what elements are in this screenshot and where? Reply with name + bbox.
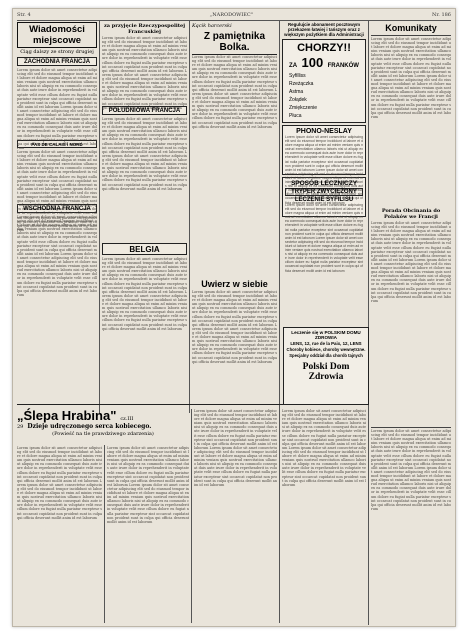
- header-right: Nr. 186: [432, 12, 451, 18]
- slepa-heading: [17, 408, 189, 442]
- section-wschodnia: WSCHODNIA FRANCJA: [17, 204, 97, 213]
- body-text: [371, 429, 451, 622]
- header-center: „NARODOWIEC": [209, 12, 254, 18]
- chorzy-row: Płuca: [289, 113, 302, 119]
- chorzy-row: Rzeżączka: [289, 81, 314, 87]
- slepa-suffix: cz.III: [120, 416, 134, 422]
- body-text: [17, 446, 102, 622]
- section-belgia: BELGIA: [102, 243, 187, 255]
- pdz-city: LENS, 12, rue de la Paix, 12, LENS: [290, 341, 362, 346]
- chorzy-row: Zmiękczenie: [289, 105, 318, 111]
- section-poludniowa: POŁUDNIOWA FRANCJA: [102, 106, 187, 115]
- chorzy-row: Żołądek: [289, 97, 307, 103]
- section-pas-de-calais: PAS DE CALAIS i NORD: [17, 140, 97, 148]
- newspaper-page: [12, 8, 456, 627]
- body-text: [192, 290, 277, 376]
- chorzy-za: ZA: [289, 63, 298, 69]
- feuilleton-col-1: [17, 446, 102, 622]
- column-rule: [191, 409, 192, 623]
- slepa-sub1: Dzieje udręczonego serca kobiecego.: [27, 423, 152, 430]
- column-rule: [189, 21, 190, 413]
- body-text: [17, 215, 97, 405]
- wiadomosci-subtitle: Ciąg dalszy ze strony drugiej: [20, 49, 94, 55]
- chorzy-currency: FRANKÓW: [327, 63, 359, 69]
- body-text: [107, 446, 189, 622]
- phono-title: PHONO-NESLAY: [296, 128, 352, 135]
- body-text: [102, 36, 187, 104]
- pdz-top: Leczenie się w POLSKIM DOMU ZDROWIA: [291, 330, 361, 340]
- column-2: [102, 22, 187, 412]
- notice-text: za przyjęcie Rzeczypospolitej Francuskiej: [103, 23, 186, 35]
- page-header: [17, 12, 451, 21]
- header-left: Str. 4: [17, 12, 31, 18]
- column-3: [192, 22, 277, 412]
- feuilleton-col-2: [107, 446, 189, 622]
- regulujcie-notice: Regulujcie abonament pocztowym przekazem łatwiej i tańszym oraz z większym pożytkiem dla Administracji: [284, 22, 364, 37]
- slepa-number: 29: [17, 423, 24, 430]
- section-zachodnia: ZACHODNIA FRANCJA: [17, 57, 97, 66]
- feuilleton-col-4: [282, 409, 366, 622]
- body-text: [285, 203, 363, 213]
- column-4: [282, 22, 366, 322]
- chorzy-list: [285, 72, 363, 120]
- chorzy-row: Syfilliss: [289, 73, 306, 79]
- body-text: [285, 135, 363, 165]
- body-text: [17, 150, 97, 202]
- body-text: [102, 257, 187, 412]
- column-rule: [279, 21, 280, 413]
- wiadomosci-title: Wiadomości miejscowe: [17, 22, 97, 48]
- body-text: [194, 409, 277, 622]
- sposob-title: SPOSÓB LECZNICZY: [290, 180, 358, 187]
- phono-ad: [282, 125, 366, 175]
- column-1: [17, 22, 97, 412]
- column-rule: [279, 409, 280, 623]
- kacik-label: Kącik harcerski: [192, 23, 232, 29]
- tryper-label: TRYPER ZWYCIĘŻONY: [285, 188, 363, 196]
- section-separator: [17, 404, 367, 405]
- column-rule: [104, 445, 105, 623]
- body-text: [17, 68, 97, 138]
- chorzy-ad: [282, 39, 366, 123]
- kacik-title: Z pamiętnika Bolka.: [192, 30, 277, 55]
- pdz-ad: [283, 327, 369, 405]
- column-rule: [99, 21, 100, 413]
- body-text: [371, 37, 451, 207]
- column-rule: [368, 21, 369, 625]
- body-text: [192, 55, 277, 277]
- pdz-brand: Polski Dom Zdrowia: [302, 362, 350, 382]
- chorzy-amount: 100: [301, 55, 324, 70]
- body-text: [102, 117, 187, 241]
- pdz-choroby: Choroby kobiece, choroby wewnętrzne.: [286, 347, 366, 352]
- poradnia-title: Porada Obcinania do Polaków we Francji: [381, 208, 441, 220]
- pdz-specjalny: Specjalny oddział dla chorób tajnych: [289, 353, 363, 358]
- column-5: [371, 22, 451, 622]
- komunikaty-title: Komunikaty: [385, 23, 437, 33]
- uwierz-title: Uwierz w siebie: [201, 279, 268, 289]
- slepa-title: „Ślepa Hrabina": [17, 408, 117, 423]
- leczenie-label: LECZENIE SYFILISU: [294, 197, 354, 203]
- body-text: [371, 221, 451, 426]
- feuilleton-col-3: [194, 409, 277, 622]
- chorzy-title: CHORZY!!: [297, 42, 351, 54]
- slepa-sub2: (Powieść na tle prawdziwego zdarzenia): [52, 431, 154, 437]
- chorzy-row: Astma: [289, 89, 304, 95]
- body-text: [282, 409, 366, 622]
